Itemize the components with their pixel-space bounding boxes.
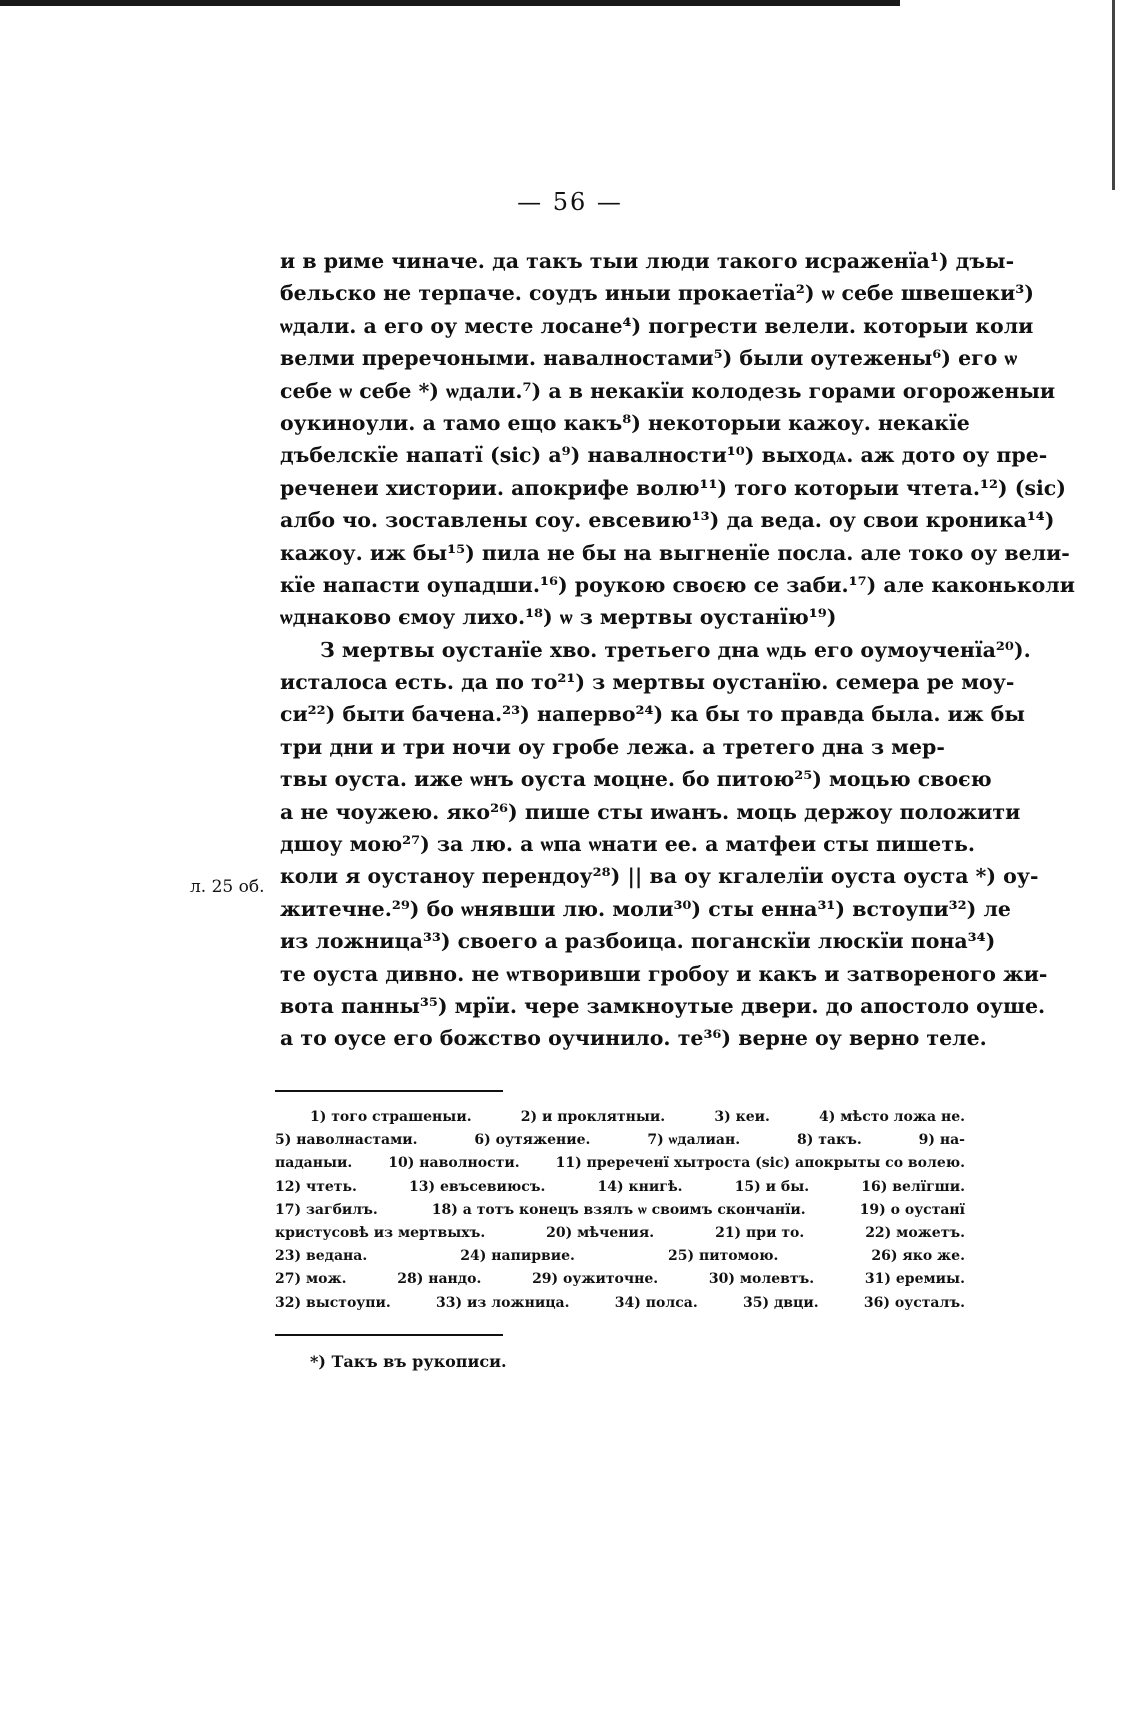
footnote: 13) евъсевиюсъ. [409, 1178, 546, 1195]
text-line: З мертвы оустанїе хво. третьего дна ѡдь его оумоученїа²⁰). [320, 637, 1031, 662]
footnote: 3) кеи. [714, 1109, 770, 1125]
footnote: 4) мѣсто ложа не. [819, 1109, 965, 1125]
text-line: твы оуста. иже ѡнъ оуста моцне. бо питою²⁵) моцью своєю [280, 767, 992, 792]
footnote: 12) чтеть. [275, 1178, 357, 1195]
footnote: кристусовѣ из мертвыхъ. [275, 1224, 486, 1241]
star-note: *) Такъ въ рукописи. [310, 1352, 507, 1371]
footnote: паданыи. [275, 1155, 353, 1172]
page-number: — 56 — [517, 188, 623, 216]
footnote: 22) можетъ. [865, 1224, 965, 1241]
text-line: житечне.²⁹) бо ѡнявши лю. моли³⁰) сты енна³¹) встоупи³²) ле [280, 896, 1011, 921]
star-note-separator [275, 1334, 503, 1336]
footnote: 19) о оустанї [859, 1201, 965, 1218]
text-line: реченеи хистории. апокрифе волю¹¹) того которыи чтета.¹²) (sic) [280, 475, 1066, 500]
text-line: а не чоужею. яко²⁶) пише сты иѡанъ. моць держоу положити [280, 799, 1021, 824]
text-line: велми преречоными. навалностами⁵) были оутежены⁶) его ѡ [280, 346, 1018, 371]
text-line: те оуста дивно. не ѡтворивши гробоу и какъ и затвореного жи- [280, 961, 1048, 986]
footnote: 31) еремиы. [864, 1271, 965, 1288]
footnote-row [275, 1222, 965, 1245]
footnote-row [275, 1292, 965, 1315]
text-line: оукиноули. а тамо ещо какъ⁸) некоторыи кажоу. некакїе [280, 410, 970, 435]
footnote: 10) наволности. [388, 1155, 520, 1172]
footnote: 23) ведана. [275, 1248, 368, 1265]
footnote: 25) питомою. [667, 1248, 779, 1265]
text-line: дшоу мою²⁷) за лю. а ѡпа ѡнати ее. а матфеи сты пишеть. [280, 832, 976, 857]
footnotes-block [275, 1106, 965, 1315]
footnote: 2) и проклятныи. [520, 1109, 666, 1125]
footnote-separator [275, 1090, 503, 1092]
footnote: 16) велїгши. [861, 1178, 965, 1195]
footnote: 27) мож. [275, 1271, 347, 1288]
margin-folio-note: л. 25 об. [190, 877, 265, 897]
footnote: 33) из ложница. [436, 1294, 570, 1311]
text-line: исталоса есть. да по то²¹) з мертвы оустанїю. семера ре моу- [280, 670, 1015, 695]
text-line: кажоу. иж бы¹⁵) пила не бы на выгненїе посла. але токо оу вели- [280, 540, 1070, 565]
footnote: 8) такъ. [797, 1132, 862, 1149]
scan-edge-line [1112, 0, 1115, 190]
main-text-block [280, 245, 1075, 1055]
text-line: вота панны³⁵) мрїи. чере замкноутые двери. до апостоло оуше. [280, 993, 1046, 1018]
footnote: 20) мѣчения. [546, 1224, 655, 1241]
footnote: 1) того страшеныи. [310, 1109, 472, 1125]
text-line: из ложница³³) своего а разбоица. поганскїи люскїи пона³⁴) [280, 929, 996, 954]
text-line: бельско не терпаче. соудъ иныи прокаетїа²) ѡ себе швешеки³) [280, 281, 1034, 306]
footnote: 18) а тотъ конецъ взялъ ѡ своимъ скончанїи. [431, 1201, 806, 1218]
footnote: 9) на- [918, 1132, 965, 1149]
text-line: и в риме чиначе. да такъ тыи люди такого исраженїа¹) дъы- [280, 249, 1015, 273]
footnote: 36) оусталъ. [863, 1294, 965, 1311]
text-line: а то оусе его божство оучинило. те³⁶) верне оу верно теле. [280, 1026, 987, 1051]
footnote: 26) яко же. [871, 1248, 965, 1265]
footnote-row [275, 1199, 965, 1222]
text-line: кїе напасти оупадши.¹⁶) роукою своєю се заби.¹⁷) але каконьколи [280, 572, 1075, 597]
text-line: ѡдали. а его оу месте лосане⁴) погрести велели. которыи коли [280, 313, 1034, 338]
footnote: 11) пререченї хытроста (sic) апокрыты со волею. [555, 1155, 965, 1172]
text-line: коли я оустаноу перендоу²⁸) || ва оу кгалелїи оуста оуста *) оу- [280, 864, 1039, 889]
text-line: си²²) быти бачена.²³) наперво²⁴) ка бы то правда была. иж бы [280, 702, 1025, 727]
footnote: 14) книгѣ. [597, 1178, 683, 1195]
footnote-row [275, 1152, 965, 1175]
text-line: ѡднаково ємоу лихо.¹⁸) ѡ з мертвы оустанїю¹⁹) [280, 605, 837, 630]
footnote: 24) напирвие. [460, 1248, 575, 1265]
footnote-row [275, 1268, 965, 1291]
footnote-row [275, 1106, 965, 1129]
footnote: 30) молевтъ. [708, 1271, 815, 1288]
text-line: дъбелскїе напатї (sic) а⁹) навалности¹⁰) выходѧ. аж дото оу пре- [280, 443, 1048, 468]
footnote: 29) оужиточне. [532, 1271, 659, 1288]
footnote: 7) ѡдалиан. [647, 1132, 741, 1149]
footnote: 5) наволнастами. [275, 1132, 418, 1149]
footnote-row [275, 1245, 965, 1268]
top-scan-rule [0, 0, 900, 6]
footnote: 35) двци. [742, 1294, 819, 1311]
text-line: себе ѡ себе *) ѡдали.⁷) а в некакїи колодезь горами огороженыи [280, 378, 1056, 403]
footnote: 6) оутяжение. [474, 1132, 591, 1149]
text-line: три дни и три ночи оу гробе лежа. а третего дна з мер- [280, 734, 945, 759]
footnote: 32) выстоупи. [275, 1294, 391, 1311]
footnote: 21) при то. [715, 1224, 805, 1241]
footnote: 15) и бы. [734, 1178, 810, 1195]
footnote-row [275, 1129, 965, 1152]
footnote: 17) загбилъ. [275, 1201, 378, 1218]
footnote: 34) полса. [614, 1294, 698, 1311]
text-line: албо чо. зоставлены соу. евсевию¹³) да веда. оу свои кроника¹⁴) [280, 508, 1055, 533]
footnote-row [275, 1176, 965, 1199]
footnote: 28) нандо. [397, 1271, 482, 1288]
